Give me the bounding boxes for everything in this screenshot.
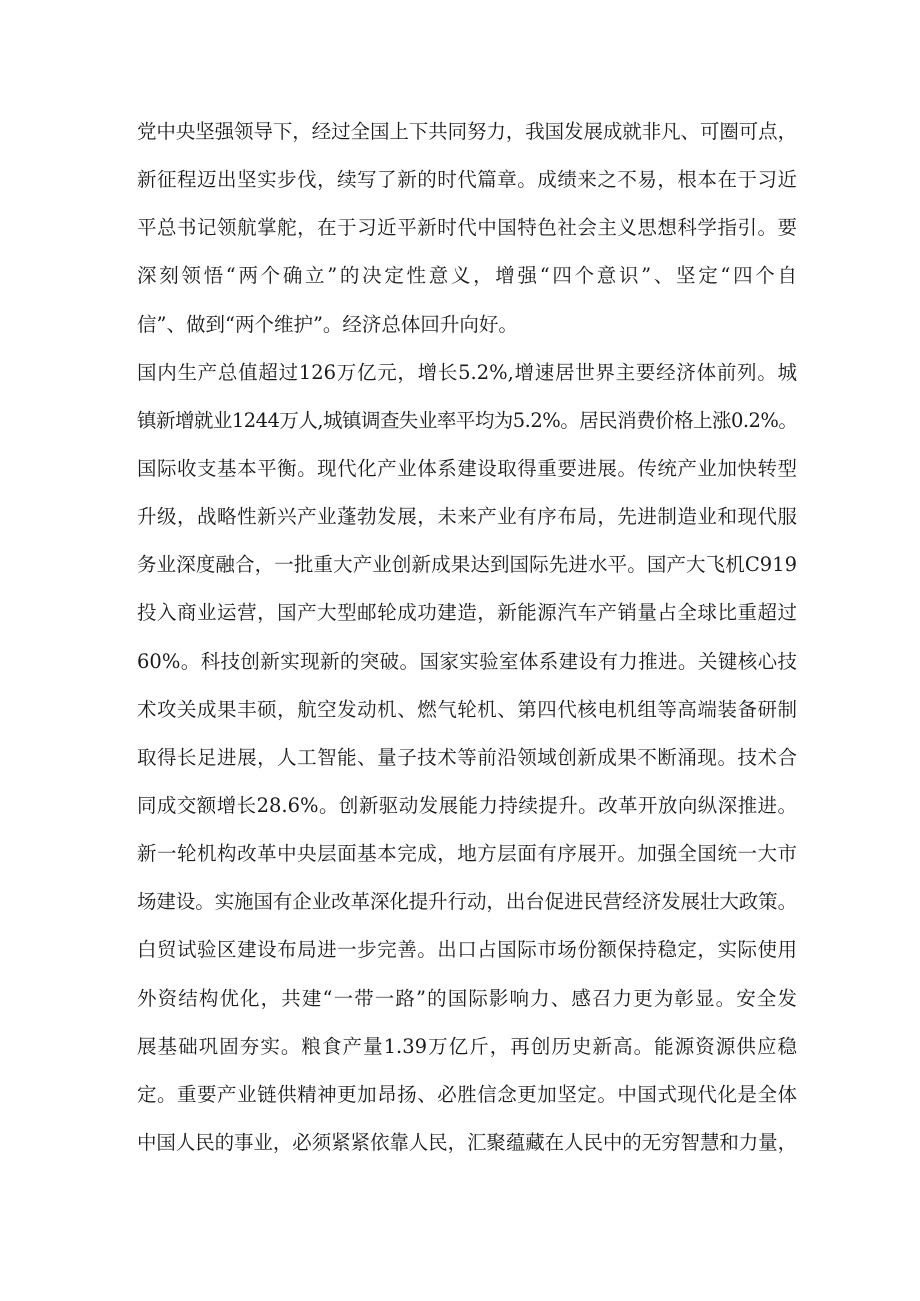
text-line: 取得长足进展，人工智能、量子技术等前沿领域创新成果不断涌现。技术合 bbox=[137, 745, 797, 769]
text-line: 展基础巩固夯实。粮食产量1.39万亿斤，再创历史新高。能源资源供应稳 bbox=[137, 1034, 797, 1058]
text-line: 深刻领悟“两个确立”的决定性意义，增强“四个意识”、坚定“四个自 bbox=[137, 264, 797, 288]
text-line: 党中央坚强领导下，经过全国上下共同努力，我国发展成就非凡、可圈可点， bbox=[137, 120, 798, 143]
text-line: 新征程迈出坚实步伐，续写了新的时代篇章。成绩来之不易，根本在于习近 bbox=[137, 168, 797, 192]
text-line: 定。重要产业链供精神更加昂扬、必胜信念更加坚定。中国式现代化是全体 bbox=[137, 1082, 797, 1106]
text-line: 新一轮机构改革中央层面基本完成，地方层面有序展开。加强全国统一大市 bbox=[137, 842, 797, 866]
text-line: 务业深度融合，一批重大产业创新成果达到国际先进水平。国产大飞机C919 bbox=[137, 553, 797, 577]
text-line: 60%。科技创新实现新的突破。国家实验室体系建设有力推进。关键核心技 bbox=[137, 649, 797, 673]
text-line: 场建设。实施国有企业改革深化提升行动，出台促进民营经济发展壮大政策。 bbox=[137, 890, 798, 914]
text-line: 中国人民的事业，必须紧紧依靠人民，汇聚蕴藏在人民中的无穷智慧和力量， bbox=[137, 1130, 798, 1154]
text-line: 镇新增就业1244万人,城镇调查失业率平均为5.2%。居民消费价格上涨0.2%。 bbox=[137, 408, 798, 432]
body-text bbox=[137, 108, 797, 1167]
text-line: 外资结构优化，共建“一带一路”的国际影响力、感召力更为彰显。安全发 bbox=[137, 986, 797, 1010]
text-line: 国内生产总值超过126万亿元，增长5.2%,增速居世界主要经济体前列。城 bbox=[137, 360, 797, 384]
text-line: 信”、做到“两个维护”。经济总体回升向好。 bbox=[137, 312, 518, 336]
text-line: 投入商业运营，国产大型邮轮成功建造，新能源汽车产销量占全球比重超过 bbox=[137, 601, 797, 625]
text-line: 平总书记领航掌舵，在于习近平新时代中国特色社会主义思想科学指引。要 bbox=[137, 216, 797, 240]
text-line: 升级，战略性新兴产业蓬勃发展，未来产业有序布局，先进制造业和现代服 bbox=[137, 505, 797, 529]
text-line: 白贸试验区建设布局进一步完善。出口占国际市场份额保持稳定，实际使用 bbox=[137, 938, 797, 962]
text-line: 国际收支基本平衡。现代化产业体系建设取得重要进展。传统产业加快转型 bbox=[137, 456, 797, 480]
text-line: 术攻关成果丰硕，航空发动机、燃气轮机、第四代核电机组等高端装备研制 bbox=[137, 697, 797, 721]
text-line: 同成交额增长28.6%。创新驱动发展能力持续提升。改革开放向纵深推进。 bbox=[137, 793, 797, 817]
